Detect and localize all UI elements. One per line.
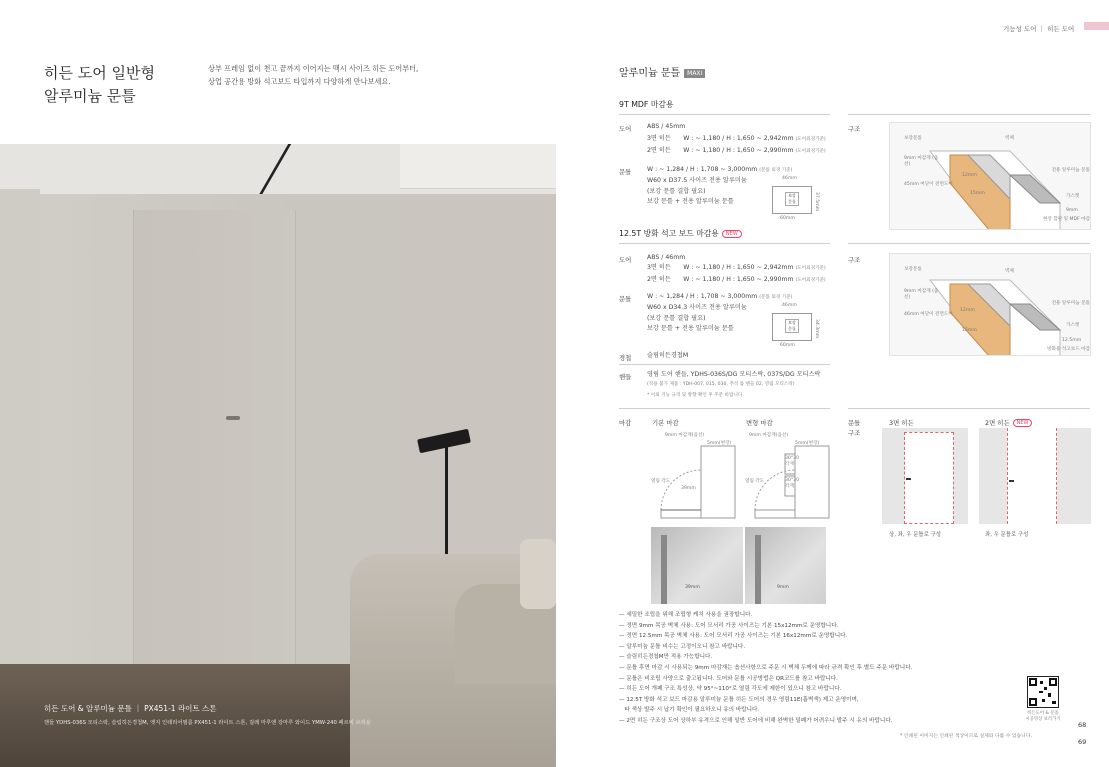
new-badge: NEW bbox=[722, 230, 742, 238]
spec1-structure-diagram bbox=[889, 122, 1091, 230]
spec2-d-label-3: 12mm bbox=[960, 308, 975, 313]
spec1-door-block bbox=[647, 122, 826, 157]
title-line-1: 히든 도어 일반형 bbox=[44, 64, 155, 82]
spec1-door-main: ABS / 45mm bbox=[647, 123, 686, 130]
three-side-diagram bbox=[882, 428, 968, 524]
page-description bbox=[208, 62, 418, 88]
note-item: — 정면 12.5mm 목공 벽체 사용: 도어 모서리 가공 사이즈는 기본 16x12mm로 운영합니다. bbox=[619, 633, 848, 640]
divider bbox=[848, 114, 1090, 115]
divider bbox=[619, 408, 830, 409]
finish-variant-drawing bbox=[745, 430, 837, 520]
finish-basic-l1: 9mm 마감재(옵션) bbox=[665, 433, 705, 438]
spec1-d-label-6: 15mm bbox=[970, 191, 985, 196]
spec1-door-3: 3면 히든 W : ~ 1,180 / H : 1,650 ~ 2,942mm bbox=[647, 135, 794, 143]
spec2-door-3-note: (도어외경기준) bbox=[795, 266, 826, 272]
spec2-d-label-8: 12.5mm bbox=[1062, 338, 1082, 343]
spec1-d-label-4: 전용 알루미늄 문틀 bbox=[1051, 168, 1090, 173]
spec1-door-3-note: (도어외경기준) bbox=[795, 137, 826, 143]
finish-variant-svg bbox=[745, 430, 837, 520]
spec2-door-3: 3면 히든 W : ~ 1,180 / H : 1,650 ~ 2,942mm bbox=[647, 264, 794, 272]
spec1-d-label-3: 12mm bbox=[962, 173, 977, 178]
spec1-door-2-note: (도어외경기준) bbox=[795, 148, 826, 154]
spec1-profile-shape bbox=[772, 186, 812, 214]
spec2-frame-label: 문틀 bbox=[619, 295, 632, 303]
spec2-d-label-2: 9mm 마감재 (옵션) bbox=[904, 289, 939, 300]
section-title bbox=[619, 64, 705, 79]
spec2-door-block bbox=[647, 253, 826, 286]
spec2-frame-4: 보강 문틀 + 전용 알루미늄 문틀 bbox=[647, 324, 734, 332]
spec2-struct-label: 구조 bbox=[848, 256, 861, 264]
door-panel bbox=[904, 432, 954, 524]
spec2-d-label-4: 전용 알루미늄 문틀 bbox=[1051, 301, 1090, 306]
spec1-d-label-9: 현장 합판 및 MDF 마감 bbox=[1042, 217, 1090, 222]
section-title-text: 알루미늄 문틀 bbox=[619, 68, 681, 79]
finish-basic-l3: 열림 각도 bbox=[651, 479, 671, 484]
hinge-label: 경첩 bbox=[619, 354, 632, 362]
spec1-frame-3: (보강 문틀 결합 필요) bbox=[647, 187, 706, 195]
finish-variant-l2: 5mm(현장) bbox=[795, 441, 820, 446]
spec2-door-label: 도어 bbox=[619, 256, 632, 264]
finish-variant-photo-label: 9mm bbox=[777, 585, 789, 590]
finish-variant-title: 변형 마감 bbox=[746, 419, 773, 427]
qr-pattern bbox=[1028, 677, 1058, 707]
divider bbox=[619, 114, 830, 115]
spec2-profile-box: 보강 문틀 bbox=[785, 319, 799, 333]
footnote: * 인쇄된 이미지는 인쇄된 색상이므로 실제와 다를 수 있습니다. bbox=[900, 734, 1032, 739]
spec2-d-label-7: 가스켓 bbox=[1066, 323, 1080, 328]
divider bbox=[619, 243, 830, 244]
spec1-frame-1-note: (문틀 외경 기준) bbox=[759, 168, 793, 173]
spec1-profile bbox=[762, 176, 822, 224]
handle-mark bbox=[1009, 480, 1014, 482]
divider bbox=[848, 243, 1090, 244]
spec1-frame-label: 문틀 bbox=[619, 168, 632, 176]
spec1-struct-label: 구조 bbox=[848, 125, 861, 133]
spec2-title bbox=[619, 228, 742, 239]
note-item: — 세밀한 조립을 위해 조립형 케치 사용을 권장합니다. bbox=[619, 612, 753, 618]
note-item: — 12.5T 방화 석고 보드 마감용 알루미늄 문틀 히든 도어의 경우 영림11E(흡벽색) 제고 운영이며, bbox=[619, 696, 859, 703]
spec1-profile-w: 60mm bbox=[780, 216, 795, 221]
spec1-frame-4: 보강 문틀 + 전용 알루미늄 문틀 bbox=[647, 197, 734, 205]
two-side-diagram bbox=[979, 428, 1091, 524]
desc-line-2: 상업 공간용 방화 석고보드 타입까지 다양하게 만나보세요. bbox=[208, 77, 391, 86]
spec1-d-label-0: 보강문틀 bbox=[904, 136, 922, 141]
two-side-caption: 좌, 우 문틀로 구성 bbox=[985, 532, 1029, 538]
finish-basic-l4: 39mm bbox=[681, 486, 696, 491]
category-tag: 기능성 도어 ｜ 히든 도어 bbox=[1003, 25, 1075, 33]
frame-edge bbox=[661, 535, 667, 604]
left-wall bbox=[0, 189, 40, 679]
hidden-door bbox=[133, 210, 296, 670]
finish-label: 마감 bbox=[619, 419, 632, 427]
qr-caption bbox=[1020, 710, 1066, 722]
spec2-d-label-1: 벽체 bbox=[1005, 269, 1014, 274]
spec1-d-label-5: 45mm 여닫이 전면도어 bbox=[904, 182, 953, 187]
ceiling-recess bbox=[400, 144, 556, 189]
note-item: — 히든 도어 개폐 구조 특성상, 약 95°~110°로 열림 각도에 제한이 있으니 참고 바랍니다. bbox=[619, 686, 842, 693]
spec2-frame-2: W60 x D34.3 사이즈 전용 알루미늄 bbox=[647, 304, 747, 312]
interior-photo bbox=[0, 144, 556, 767]
handle-note-2: * 이외 기능 규격 및 방향 확인 후 주문 바랍니다. bbox=[647, 392, 744, 398]
finish-basic-l2: 5mm(현장) bbox=[707, 441, 732, 446]
two-side-title bbox=[985, 418, 1032, 427]
spec2-title-text: 12.5T 방화 석고 보드 마감용 bbox=[619, 229, 719, 238]
spec1-door-2: 2면 히든 W : ~ 1,180 / H : 1,650 ~ 2,990mm bbox=[647, 146, 794, 154]
note-item: — 알루미늄 문틀 비수는 고정이오니 참고 바랍니다. bbox=[619, 643, 746, 650]
spec2-door-2-note: (도어외경기준) bbox=[795, 277, 826, 283]
hinge-value: 슬림히든경첩M bbox=[647, 352, 689, 359]
qr-code[interactable] bbox=[1027, 676, 1059, 708]
note-item: 타 색상 발주 시 납기 확인이 필요하오니 유의 바랍니다. bbox=[624, 707, 760, 714]
divider bbox=[619, 364, 830, 365]
qr-caption-1: 히든도어 & 문틀 bbox=[1027, 711, 1059, 716]
handle-label: 핸들 bbox=[619, 373, 632, 381]
photo-caption-title: 히든 도어 & 알루미늄 문틀 ｜ PX451-1 라이트 스톤 bbox=[44, 704, 217, 713]
finish-basic-photo-label: 39mm bbox=[685, 585, 700, 590]
spec1-frame-1: W : ~ 1,284 / H : 1,708 ~ 3,000mm bbox=[647, 166, 758, 173]
handle-note: (적용 불가 제품 : YDH-007, 015, 030, 추석 롤 핸들 02, 영림 모티스락) bbox=[647, 382, 795, 388]
qr-caption-2: 시공영상 보러가기 bbox=[1025, 717, 1061, 722]
note-item: — 슬림히든경첩M만 적용 가능합니다. bbox=[619, 654, 713, 661]
spec1-d-label-1: 벽체 bbox=[1005, 136, 1014, 141]
category-marker bbox=[1084, 22, 1109, 30]
finish-variant-l4: 30°30 각재 bbox=[785, 478, 799, 489]
page-title bbox=[44, 62, 155, 108]
spec2-d-label-5: 46mm 여닫이 전면도어 bbox=[904, 312, 953, 317]
spec2-structure-diagram bbox=[889, 253, 1091, 356]
finish-variant-l1: 9mm 마감재(옵션) bbox=[749, 433, 789, 438]
handle-value: 영림 도어 핸들, YDHS-036S/DG 모티스락, 037S/DG 모티스락 bbox=[647, 371, 821, 378]
spec1-d-label-8: 9mm bbox=[1066, 208, 1078, 213]
spec2-d-label-9: 방화용 석고보드 마감 bbox=[1047, 347, 1090, 352]
divider bbox=[848, 408, 1090, 409]
spec2-profile-top: 46mm bbox=[782, 303, 797, 308]
desc-line-1: 상부 프레임 없이 천고 끝까지 이어지는 맥시 사이즈 히든 도어부터, bbox=[208, 64, 419, 73]
three-side-caption: 상, 좌, 우 문틀로 구성 bbox=[889, 532, 941, 538]
finish-variant-l3: 30°30 각재 bbox=[785, 456, 799, 467]
finish-basic-title: 기본 마감 bbox=[652, 419, 679, 427]
spec1-profile-top: 46mm bbox=[782, 176, 797, 181]
spec2-profile-shape bbox=[772, 313, 812, 341]
spec2-door-2: 2면 히든 W : ~ 1,180 / H : 1,650 ~ 2,990mm bbox=[647, 275, 794, 283]
spec2-frame-1-note: (문틀 외경 기준) bbox=[759, 295, 793, 300]
maxi-badge: MAXI bbox=[684, 69, 705, 78]
note-item: — 문틀은 비조립 사양으로 출고됩니다. 도어와 문틀 시공방법은 QR코드를 참고 바랍니다. bbox=[619, 675, 838, 682]
finish-basic-photo bbox=[651, 527, 743, 604]
note-item: — 문틀 후면 마감 시 사용되는 9mm 마감재는 옵션사항으로 주문 시 벽체 두께에 따라 규격 확인 후 별도 주문 바랍니다. bbox=[619, 664, 913, 671]
handle-block bbox=[647, 370, 821, 401]
note-item: — 2면 히든 구조상 도어 상하부 유격으로 인해 일반 도어에 비해 완벽한 밀폐가 어려우니 발주 시 유의 바랍니다. bbox=[619, 717, 893, 724]
spec2-frame-3: (보강 문틀 결합 필요) bbox=[647, 314, 706, 322]
two-side-title-text: 2면 히든 bbox=[985, 419, 1010, 427]
handle-mark bbox=[906, 478, 911, 480]
spec1-frame-2: W60 x D37.5 사이즈 전용 알루미늄 bbox=[647, 177, 747, 185]
spec2-profile bbox=[762, 303, 822, 351]
finish-variant-l5: 열림 각도 bbox=[745, 479, 765, 484]
door-panel bbox=[1007, 428, 1057, 524]
spec2-d-label-6: 15mm bbox=[962, 328, 977, 333]
three-side-title: 3면 히든 bbox=[889, 419, 914, 427]
frame-struct-label-a: 문틀 bbox=[848, 419, 861, 427]
frame-struct-label-b: 구조 bbox=[848, 429, 861, 437]
spec1-d-label-7: 가스켓 bbox=[1066, 194, 1080, 199]
spec1-profile-box: 보강 문틀 bbox=[785, 192, 799, 206]
spec1-profile-h: 37.5mm bbox=[814, 192, 819, 212]
spec2-profile-h: 34.3mm bbox=[814, 319, 819, 339]
title-line-2: 알루미늄 문틀 bbox=[44, 87, 136, 105]
pillow bbox=[520, 539, 556, 609]
page-number-left: 68 bbox=[1078, 721, 1087, 729]
spec2-profile-w: 60mm bbox=[780, 343, 795, 348]
spec1-d-label-2: 9mm 마감재 (옵션) bbox=[904, 156, 939, 167]
spec1-title: 9T MDF 마감용 bbox=[619, 100, 674, 109]
spec2-d-label-0: 보강문틀 bbox=[904, 267, 922, 272]
spec1-door-label: 도어 bbox=[619, 125, 632, 133]
notes-list bbox=[619, 610, 912, 727]
frame-edge bbox=[755, 535, 761, 604]
note-item: — 정면 9mm 목공 벽체 사용: 도어 모서리 가공 사이즈는 기본 15x12mm로 운영합니다. bbox=[619, 622, 839, 629]
finish-basic-drawing bbox=[651, 430, 743, 520]
page-number-right: 69 bbox=[1078, 738, 1087, 746]
photo-caption-sub: 핸들 YDHS-036S 모티스락, 슬림히든경첩M, 엣지 인테리어필름 PX451-1 라이트 스톤, 걸레 마루엔 강마루 와이드 YMW-240 페르비 브라운 bbox=[44, 720, 371, 726]
spec2-door-main: ABS / 46mm bbox=[647, 254, 686, 261]
new-badge: NEW bbox=[1013, 419, 1033, 427]
spec2-frame-1: W : ~ 1,284 / H : 1,708 ~ 3,000mm bbox=[647, 293, 758, 300]
door-handle bbox=[226, 416, 240, 420]
finish-variant-photo bbox=[745, 527, 826, 604]
